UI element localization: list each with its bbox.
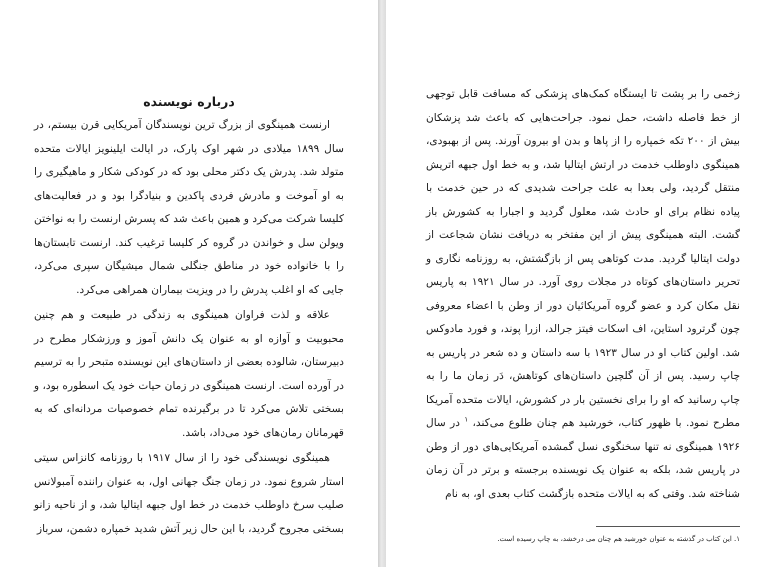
left-page-body [34,114,344,541]
book-gutter [378,0,386,567]
right-page [386,0,771,567]
paragraph-2: علاقه و لذت فراوان همینگوی به زندگی در طبیعت و هم چنین محبوبیت و آوازه او به عنوان یک دانش آموز و ورزشکار مطرح در دبیرستان، شالوده بعضی از داستان‌های این نویسنده متبحر را به ترسیم در آورده است. ارنست همینگوی در زمان حیات خود یک اسطوره بود، و بسختی تلاش می‌کرد تا در برگیرنده تمام خصوصیات مردانه‌ای که به قهرمانان رمان‌های خود می‌داد، باشد. [34,309,344,439]
right-page-body [426,83,740,506]
paragraph-1: ارنست همینگوی از بزرگ ترین نویسندگان آمریکایی قرن بیستم، در سال ۱۸۹۹ میلادی در شهر اوک پارک، در ایالت ایلینویز ایالات متحده متولد شد. پدرش یک دکتر محلی بود که در کودکی شکار و ماهیگیری را به او آموخت و مادرش فردی پاکدین و بنیادگرا بود و در فعالیت‌های کلیسا شرکت می‌کرد و همین باعث شد که پسرش ارنست را به نواختن ویولن سل و خواندن در گروه کر کلیسا ترغیب کند. ارنست تابستان‌ها را با خانواده خود در مناطق جنگلی شمال میشیگان سپری می‌کرد، جایی که او اغلب پدرش را در ویزیت بیماران همراهی می‌کرد. [34,119,344,296]
paragraph-continued-tail: در سال ۱۹۲۶ همینگوی نه تنها سخنگوی نسل گمشده آمریکایی‌های دور از وطن در پاریس شد، بلکه به عنوان یک نویسنده برجسته و برتر در آن زمان شناخته شد. وقتی که به ایالات متحده بازگشت کتاب بعدی او، به نام [426,417,740,500]
footnote-marker: ۱ [464,415,469,424]
page-title: درباره نویسنده [143,94,235,109]
paragraph-3: همینگوی نویسندگی خود را از سال ۱۹۱۷ با روزنامه کانزاس سیتی استار شروع نمود. در زمان جنگ جهانی اول، به عنوان راننده آمبولانس صلیب سرخ داوطلب خدمت در خط اول جبهه ایتالیا شد، و از ناحیه زانو بسختی مجروح گردید، با این حال زیر آتش شدید خمپاره دشمن، سرباز [34,452,344,535]
footnote-text: ۱. این کتاب در گذشته به عنوان خورشید هم چنان می درخشد، به چاپ رسیده است. [497,535,740,543]
footnote-divider [596,526,740,527]
paragraph-continued [426,83,740,506]
paragraph-continued-text: زخمی را بر پشت تا ایستگاه کمک‌های پزشکی که مسافت قابل توجهی از خط فاصله داشت، حمل نمود. جراحت‌هایی که باعث شد پزشکان بیش از ۲۰۰ تکه خمپاره را از پاها و بدن او بیرون آورند. پس از بهبودی، همینگوی داوطلب خدمت در ارتش ایتالیا شد، و به خط اول جبهه اتریش منتقل گردید، ولی بعدا به علت جراحت شدیدی که در حین خدمت با پیاده نظام برای او حادث شد، معلول گردید و اجبارا به کشورش باز گشت. البته همینگوی پیش از این مفتخر به دریافت نشان شجاعت از دولت ایتالیا گردید. مدت کوتاهی پس از بازگشتش، به روزنامه نگاری و تحریر داستان‌های کوتاه در مجلات روی آورد. در سال ۱۹۲۱ به پاریس نقل مکان کرد و عضو گروه آمریکائیان دور از وطن با اعضاء معروفی چون گرترود استاین، اف اسکات فیتز جرالد، ازرا پوند، و فورد مادوکس شد. اولین کتاب او در سال ۱۹۲۳ با سه داستان و ده شعر در پاریس به چاپ رسید. پس از آن گلچین داستان‌های کوتاهش، دَر زمان ما را به چاپ رسانید که او را برای نخستین بار در کشورش، ایالات متحده آمریکا مطرح نمود. با ظهور کتاب، خورشید هم چنان طلوع می‌کند، [426,88,741,429]
left-page [0,0,378,567]
